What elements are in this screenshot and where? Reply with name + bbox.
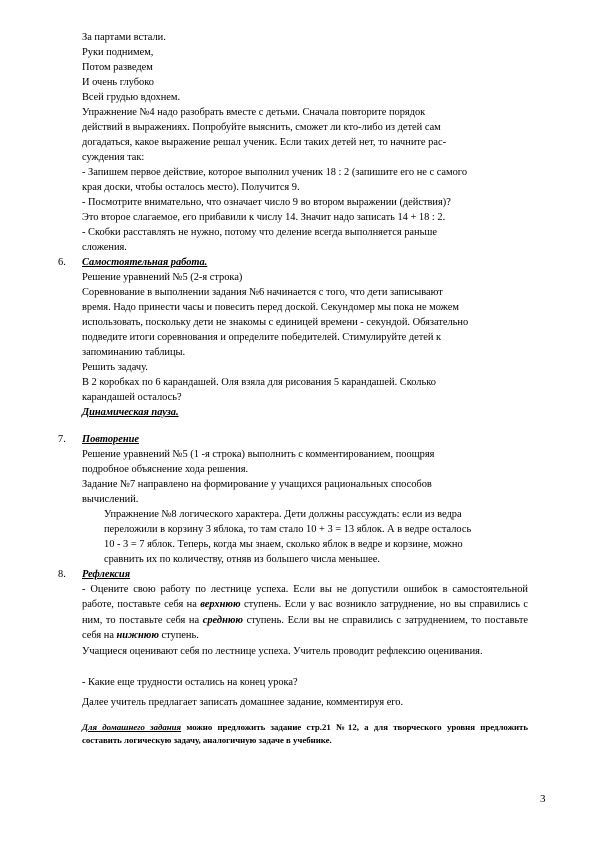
text-line: запоминанию таблицы. [82, 347, 186, 358]
text-line: Решение уравнений №5 (2-я строка) [82, 272, 243, 283]
text-line: края доски, чтобы осталось место). Получится 9. [82, 182, 300, 193]
text-line: - Скобки расставлять не нужно, потому что деление всегда выполняется раньше [82, 227, 437, 238]
text-line: переложили в корзину 3 яблока, то там стало 10 + 3 = 13 яблок. А в ведре осталось [104, 524, 472, 535]
section-heading: Повторение [82, 434, 140, 445]
text-line: время. Надо принести часы и повесить перед доской. Секундомер мы пока не можем [82, 302, 459, 313]
text-line: подробное объяснение хода решения. [82, 464, 249, 475]
text-line: Упражнение №8 логического характера. Дети должны рассуждать: если из ведра [104, 509, 462, 520]
section-heading: Рефлексия [82, 569, 131, 580]
text-line: суждения так: [82, 152, 145, 163]
text-line: Руки поднимем, [82, 47, 154, 58]
text-line: действий в выражениях. Попробуйте выяснить, сможет ли кто-либо из детей сам [82, 122, 441, 133]
text-line: вычислений. [82, 494, 139, 505]
homework-paragraph: Для домашнего задания можно предложить задание стр.21 №12, а для творческого уровня предложить составить логическую задачу, аналогичную задаче в учебнике. [82, 722, 528, 745]
text-line: - Посмотрите внимательно, что означает число 9 во втором выражении (действия)? [82, 197, 451, 208]
text-line: подведите итоги соревнования и определите победителей. Стимулируйте детей к [82, 332, 442, 343]
text-line: И очень глубоко [82, 77, 154, 88]
text-line: Задание №7 направлено на формирование у учащихся рациональных способов [82, 479, 432, 490]
text-line: сравнить их по количеству, отняв из большего числа меньшее. [104, 554, 380, 565]
page-number: 3 [540, 793, 546, 805]
section-heading: Самостоятельная работа. [82, 257, 208, 268]
reflection-paragraph: - Оцените свою работу по лестнице успеха. Если вы не допустили ошибок в самостоятельной работе, поставьте себя на верхнюю ступень. Если у вас возникло затруднение, но вы справились с ним, то поставьте себя на среднюю ступень. Если вы не справились с затруднением, то поставьте себя на нижнюю ступень. [82, 584, 529, 642]
text-line: Всей грудью вдохнем. [82, 92, 181, 103]
section-heading: Динамическая пауза. [82, 407, 179, 418]
text-line: карандашей осталось? [82, 392, 182, 403]
text-line: Это второе слагаемое, его прибавили к числу 14. Значит надо записать 14 + 18 : 2. [82, 212, 446, 223]
text-line: догадаться, какое выражение решал ученик. Если таких детей нет, то начните рас- [82, 137, 447, 148]
text-line: Потом разведем [82, 62, 153, 73]
text-line: Решение уравнений №5 (1 -я строка) выполнить с комментированием, поощряя [82, 449, 435, 460]
text-line: Далее учитель предлагает записать домашнее задание, комментируя его. [82, 697, 404, 708]
text-line: сложения. [82, 242, 127, 253]
text-line: - Запишем первое действие, которое выполнил ученик 18 : 2 (запишите его не с самого [82, 167, 468, 178]
section-number: 6. [58, 257, 66, 268]
text-line: За партами встали. [82, 32, 166, 43]
text-line: В 2 коробках по 6 карандашей. Оля взяла для рисования 5 карандашей. Сколько [82, 377, 436, 388]
text-line: 10 - 3 = 7 яблок. Теперь, когда мы знаем, сколько яблок в ведре и корзине, можно [104, 539, 463, 550]
text-line: Решить задачу. [82, 362, 148, 373]
text-line: - Какие еще трудности остались на конец урока? [82, 677, 298, 688]
text-line: Соревнование в выполнении задания №6 начинается с того, что дети записывают [82, 287, 443, 298]
text-line: использовать, поскольку дети не знакомы с единицей времени - секундой. Обязательно [82, 317, 469, 328]
text-line: Упражнение №4 надо разобрать вместе с детьми. Сначала повторите порядок [82, 107, 426, 118]
section-number: 8. [58, 569, 66, 580]
text-paragraph: Учащиеся оценивают себя по лестнице успеха. Учитель проводит рефлексию оценивания. [82, 646, 483, 657]
section-number: 7. [58, 434, 66, 445]
